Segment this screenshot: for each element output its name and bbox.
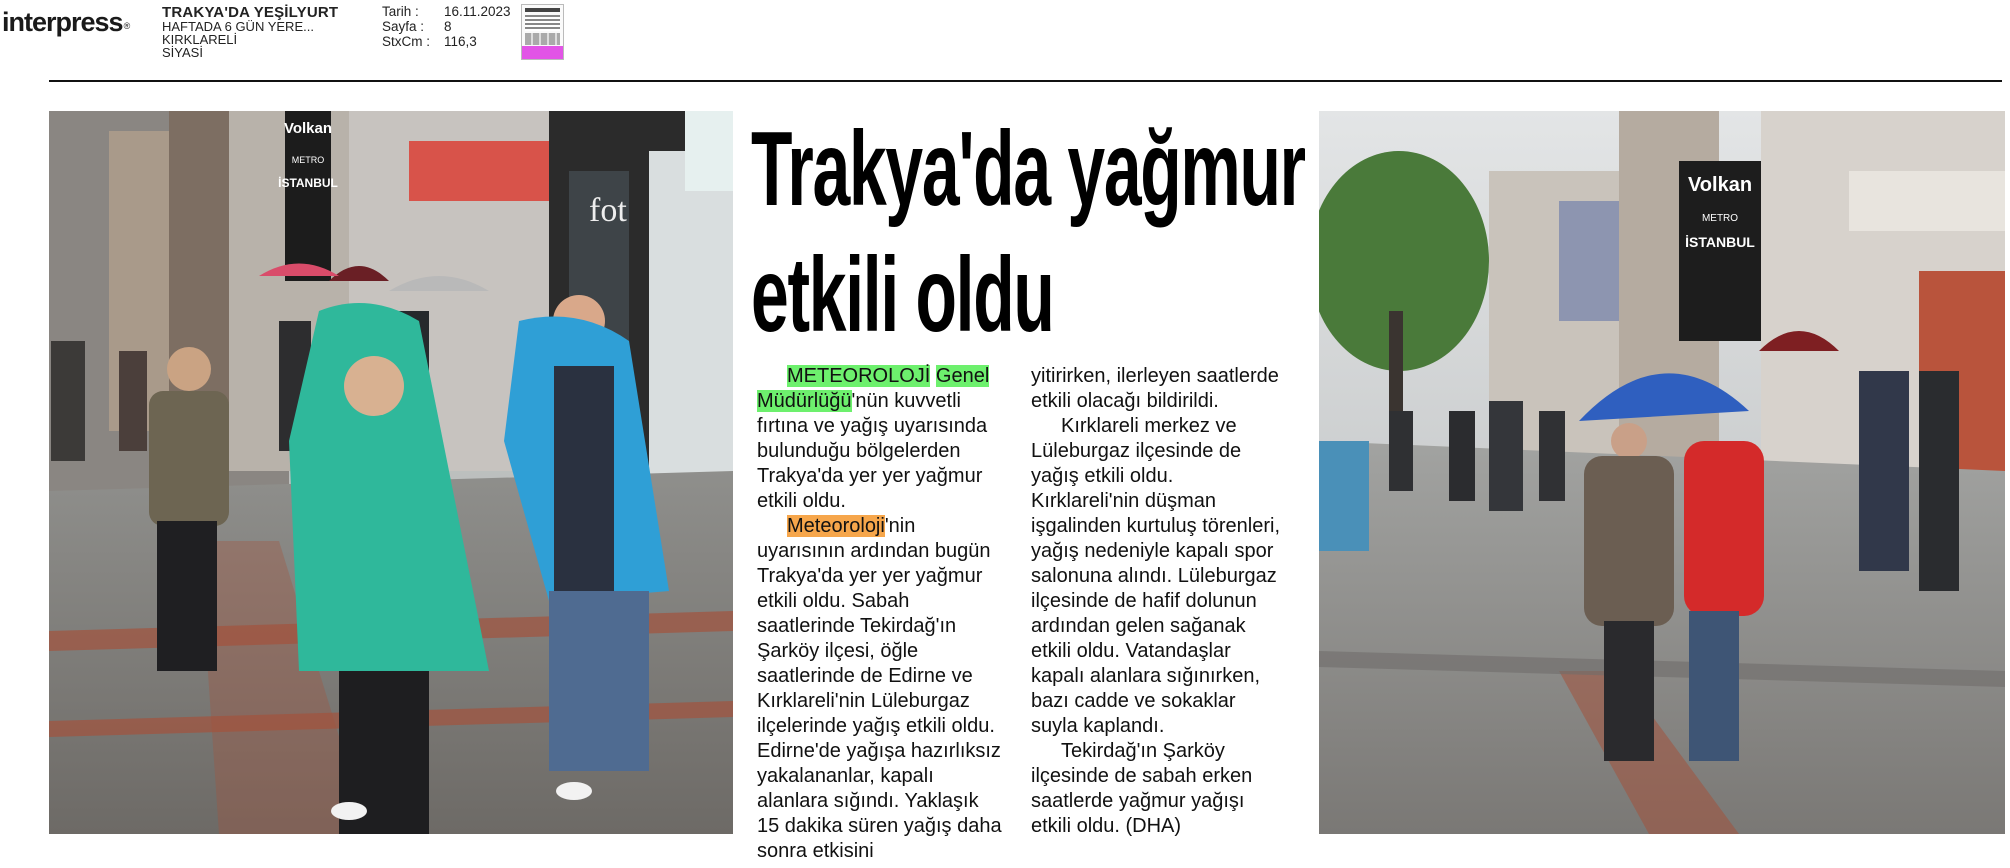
logo-text: interpress [2,7,123,37]
photo-left-rainy-street [49,111,733,834]
photo-right-umbrella-street [1319,111,2005,834]
right-sign-istanbul: İSTANBUL [1685,234,1755,250]
article-column-1 [757,364,1005,864]
meta-size-value: 116,3 [444,34,477,49]
meta-size-row [382,34,511,49]
meta-date-row [382,4,511,19]
left-sign-metro: METRO [291,155,325,165]
left-shop-text: fot [589,192,627,229]
clipping-meta [382,4,511,49]
col1-paragraph-2: 'nin uyarısının ardından bugün Trakya'da yer yer yağmur etkili oldu. Sabah saatlerinde Tekirdağ'ın Şarköy ilçesi, öğle saatlerinde de Edirne ve Kırklareli'nin Lüleburgaz ilçelerinde yağış etkili oldu. Edirne'de yağışa hazırlıksız yakalananlar, kapalı alanlara sığındı. Yaklaşık 15 dakika süren yağış daha sonra etkisini [757,515,1002,862]
page-thumbnail[interactable] [521,4,564,60]
meta-date-label: Tarih : [382,4,419,19]
highlight-meteoroloji-keyword: Meteoroloji [787,515,885,537]
publication-info [162,5,372,59]
publication-frequency: HAFTADA 6 GÜN YERE... [162,19,314,34]
article-headline [751,106,1305,358]
meta-size-label: StxCm : [382,34,431,49]
right-sign-metro: METRO [1701,213,1739,224]
photo-right-illustration [1319,111,2005,834]
thumb-text-lines [525,15,560,31]
col1-paragraph-1: 'nün kuvvetli fırtına ve yağış uyarısında bulunduğu bölgelerden Trakya'da yer yer yağmur etkili oldu. [757,390,988,512]
article-column-2 [1031,364,1281,839]
meta-page-value: 8 [444,19,452,34]
headline-line-2: etkili oldu [751,236,1054,354]
highlight-mudurlugu: Müdürlüğü [757,390,852,412]
publication-city: KIRKLARELİ [162,32,238,47]
thumb-highlight [522,46,563,59]
col2-paragraph-1: yitirirken, ilerleyen saatlerde etkili olacağı bildirildi. [1031,365,1279,412]
highlight-genel: Genel [935,365,990,387]
interpress-logo [2,4,129,40]
photo-left-illustration [49,111,733,834]
publication-name: TRAKYA'DA YEŞİLYURT [162,4,339,21]
highlight-meteoroloji: METEOROLOJİ [787,365,931,387]
left-sign-istanbul: İSTANBUL [278,176,338,190]
meta-page-label: Sayfa : [382,19,425,34]
meta-date-value: 16.11.2023 [444,4,511,19]
thumb-columns [525,33,560,45]
col2-paragraph-2: Kırklareli merkez ve Lüleburgaz ilçesinde de yağış etkili oldu. Kırklareli'nin düşman işgalinden kurtuluş törenleri, yağış nedeniyle kapalı spor salonuna alındı. Lüleburgaz ilçesinde de hafif dolunun ardından gelen sağanak etkili oldu. Vatandaşlar kapalı alanlara sığınırken, bazı cadde ve sokaklar suyla kaplandı. [1031,415,1281,737]
right-sign-volkan: Volkan [1687,174,1753,196]
col2-paragraph-3: Tekirdağ'ın Şarköy ilçesinde de sabah erken saatlerde yağmur yağışı etkili oldu. (DHA) [1031,740,1253,837]
thumb-masthead [525,8,560,12]
headline-line-1: Trakya'da yağmur [751,110,1305,228]
header-divider [49,80,2002,82]
meta-page-row [382,19,511,34]
publication-category: SİYASİ [162,45,203,60]
registered-mark: ® [123,21,130,31]
left-sign-volkan: Volkan [283,120,333,137]
